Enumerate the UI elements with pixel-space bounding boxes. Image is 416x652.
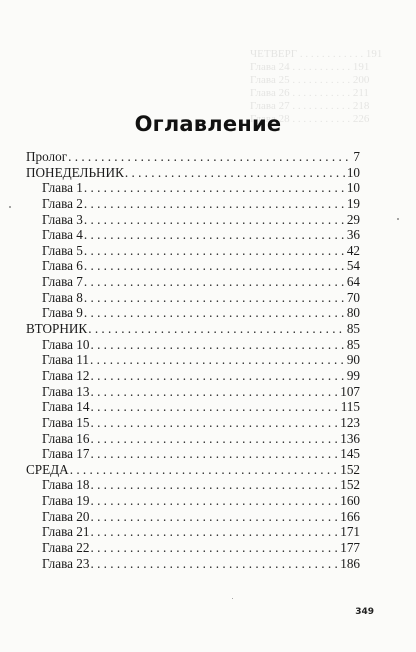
dot-leader: [84, 243, 345, 259]
dot-leader: [90, 337, 344, 353]
toc-entry-label: Глава 19: [42, 493, 90, 509]
toc-entry-page: 29: [346, 211, 360, 227]
toc-entry-label: Глава 10: [42, 336, 90, 352]
toc-entry-label: Глава 14: [42, 399, 90, 415]
toc-entry-label: Пролог: [26, 149, 68, 164]
toc-entry-label: Глава 3: [42, 211, 83, 227]
dot-leader: [90, 368, 344, 384]
dot-leader: [84, 180, 345, 196]
toc-chapter-entry: [26, 180, 360, 196]
toc-entry-page: 99: [346, 367, 360, 383]
dot-leader: [84, 212, 345, 228]
toc-chapter-entry: [26, 477, 360, 493]
toc-entry-page: 186: [340, 555, 360, 571]
toc-chapter-entry: [26, 368, 360, 384]
toc-entry-page: 136: [340, 430, 360, 446]
toc-entry-page: 10: [346, 180, 360, 196]
dot-leader: [68, 149, 351, 165]
toc-entry-label: ВТОРНИК: [26, 321, 88, 337]
toc-entry-page: 123: [340, 414, 360, 430]
dot-leader: [84, 290, 345, 306]
toc-entry-page: 171: [340, 524, 360, 540]
toc-entry-page: 36: [346, 227, 360, 243]
toc-entry-page: 85: [346, 321, 360, 337]
dot-leader: [84, 305, 345, 321]
toc-entry-label: Глава 9: [42, 305, 83, 321]
paper-speck: [9, 206, 11, 208]
dot-leader: [90, 477, 338, 493]
toc-entry-label: Глава 15: [42, 414, 90, 430]
toc-chapter-entry: [26, 274, 360, 290]
paper-speck: [397, 218, 399, 220]
dot-leader: [90, 415, 338, 431]
toc-entry-page: 64: [346, 274, 360, 290]
toc-chapter-entry: [26, 290, 360, 306]
toc-entry-label: Глава 2: [42, 195, 83, 211]
toc-chapter-entry: [26, 196, 360, 212]
dot-leader: [90, 493, 338, 509]
toc-entry-page: 90: [346, 352, 360, 368]
toc-entry-label: Глава 18: [42, 477, 90, 493]
toc-entry-page: 42: [346, 242, 360, 258]
toc-chapter-entry: [26, 431, 360, 447]
toc-entry-page: 152: [340, 461, 360, 477]
toc-chapter-entry: [26, 446, 360, 462]
toc-entry-page: 19: [346, 195, 360, 211]
dot-leader: [90, 524, 338, 540]
toc-chapter-entry: [26, 352, 360, 368]
toc-chapter-entry: [26, 337, 360, 353]
toc-chapter-entry: [26, 384, 360, 400]
toc-chapter-entry: [26, 212, 360, 228]
toc-entry-label: СРЕДА: [26, 461, 69, 477]
toc-entry-label: Глава 17: [42, 446, 90, 462]
page-number: 349: [355, 607, 374, 617]
toc-entry-label: Глава 23: [42, 555, 90, 571]
toc-entry-label: Глава 16: [42, 430, 90, 446]
toc-entry-label: ПОНЕДЕЛЬНИК: [26, 164, 124, 180]
toc-entry-page: 107: [340, 383, 360, 399]
bleed-through-text: ЧЕТВЕРГ . . . . . . . . . . . . 191 Глава 24 . . . . . . . . . . . 191 Глава 25 . . . . . . . . . . . 200 Глава 26 . . . . . . . . . . . 211 Глава 27 . . . . . . . . . . . 218 Глава 28 . . . . . . . . . . . 226: [250, 48, 383, 125]
table-of-contents: [26, 149, 360, 571]
toc-chapter-entry: [26, 524, 360, 540]
toc-chapter-entry: [26, 509, 360, 525]
toc-entry-label: Глава 11: [42, 352, 89, 368]
toc-section-entry: [26, 321, 360, 337]
dot-leader: [90, 509, 338, 525]
toc-entry-page: 152: [340, 477, 360, 493]
toc-section-entry: [26, 462, 360, 478]
dot-leader: [84, 258, 345, 274]
toc-section-entry: [26, 149, 360, 165]
toc-entry-label: Глава 22: [42, 540, 90, 556]
dot-leader: [90, 431, 338, 447]
toc-chapter-entry: [26, 227, 360, 243]
toc-entry-label: Глава 6: [42, 258, 83, 274]
dot-leader: [125, 165, 345, 181]
toc-entry-page: 160: [340, 493, 360, 509]
dot-leader: [90, 384, 338, 400]
toc-entry-label: Глава 4: [42, 227, 83, 243]
dot-leader: [84, 274, 345, 290]
page-title: Оглавление: [134, 112, 282, 136]
toc-chapter-entry: [26, 540, 360, 556]
toc-entry-label: Глава 20: [42, 508, 90, 524]
toc-entry-page: 7: [353, 149, 360, 164]
toc-entry-label: Глава 8: [42, 289, 83, 305]
toc-chapter-entry: [26, 399, 360, 415]
toc-chapter-entry: [26, 556, 360, 572]
toc-entry-label: Глава 1: [42, 180, 83, 196]
dot-leader: [84, 227, 345, 243]
dot-leader: [90, 352, 345, 368]
toc-entry-page: 10: [346, 164, 360, 180]
dot-leader: [90, 446, 338, 462]
dot-leader: [90, 399, 338, 415]
toc-entry-page: 145: [340, 446, 360, 462]
toc-entry-page: 80: [346, 305, 360, 321]
toc-chapter-entry: [26, 415, 360, 431]
toc-chapter-entry: [26, 243, 360, 259]
toc-section-entry: [26, 165, 360, 181]
toc-entry-page: 54: [346, 258, 360, 274]
dot-leader: [90, 540, 338, 556]
toc-entry-page: 85: [346, 336, 360, 352]
toc-entry-label: Глава 13: [42, 383, 90, 399]
toc-entry-label: Глава 5: [42, 242, 83, 258]
toc-entry-label: Глава 21: [42, 524, 90, 540]
paper-speck: [232, 598, 233, 599]
toc-entry-label: Глава 12: [42, 367, 90, 383]
toc-entry-page: 70: [346, 289, 360, 305]
dot-leader: [90, 556, 338, 572]
dot-leader: [88, 321, 345, 337]
toc-chapter-entry: [26, 258, 360, 274]
toc-chapter-entry: [26, 305, 360, 321]
toc-chapter-entry: [26, 493, 360, 509]
dot-leader: [84, 196, 345, 212]
toc-entry-page: 177: [340, 540, 360, 556]
toc-entry-label: Глава 7: [42, 274, 83, 290]
dot-leader: [70, 462, 339, 478]
toc-entry-page: 115: [340, 399, 360, 415]
toc-entry-page: 166: [340, 508, 360, 524]
